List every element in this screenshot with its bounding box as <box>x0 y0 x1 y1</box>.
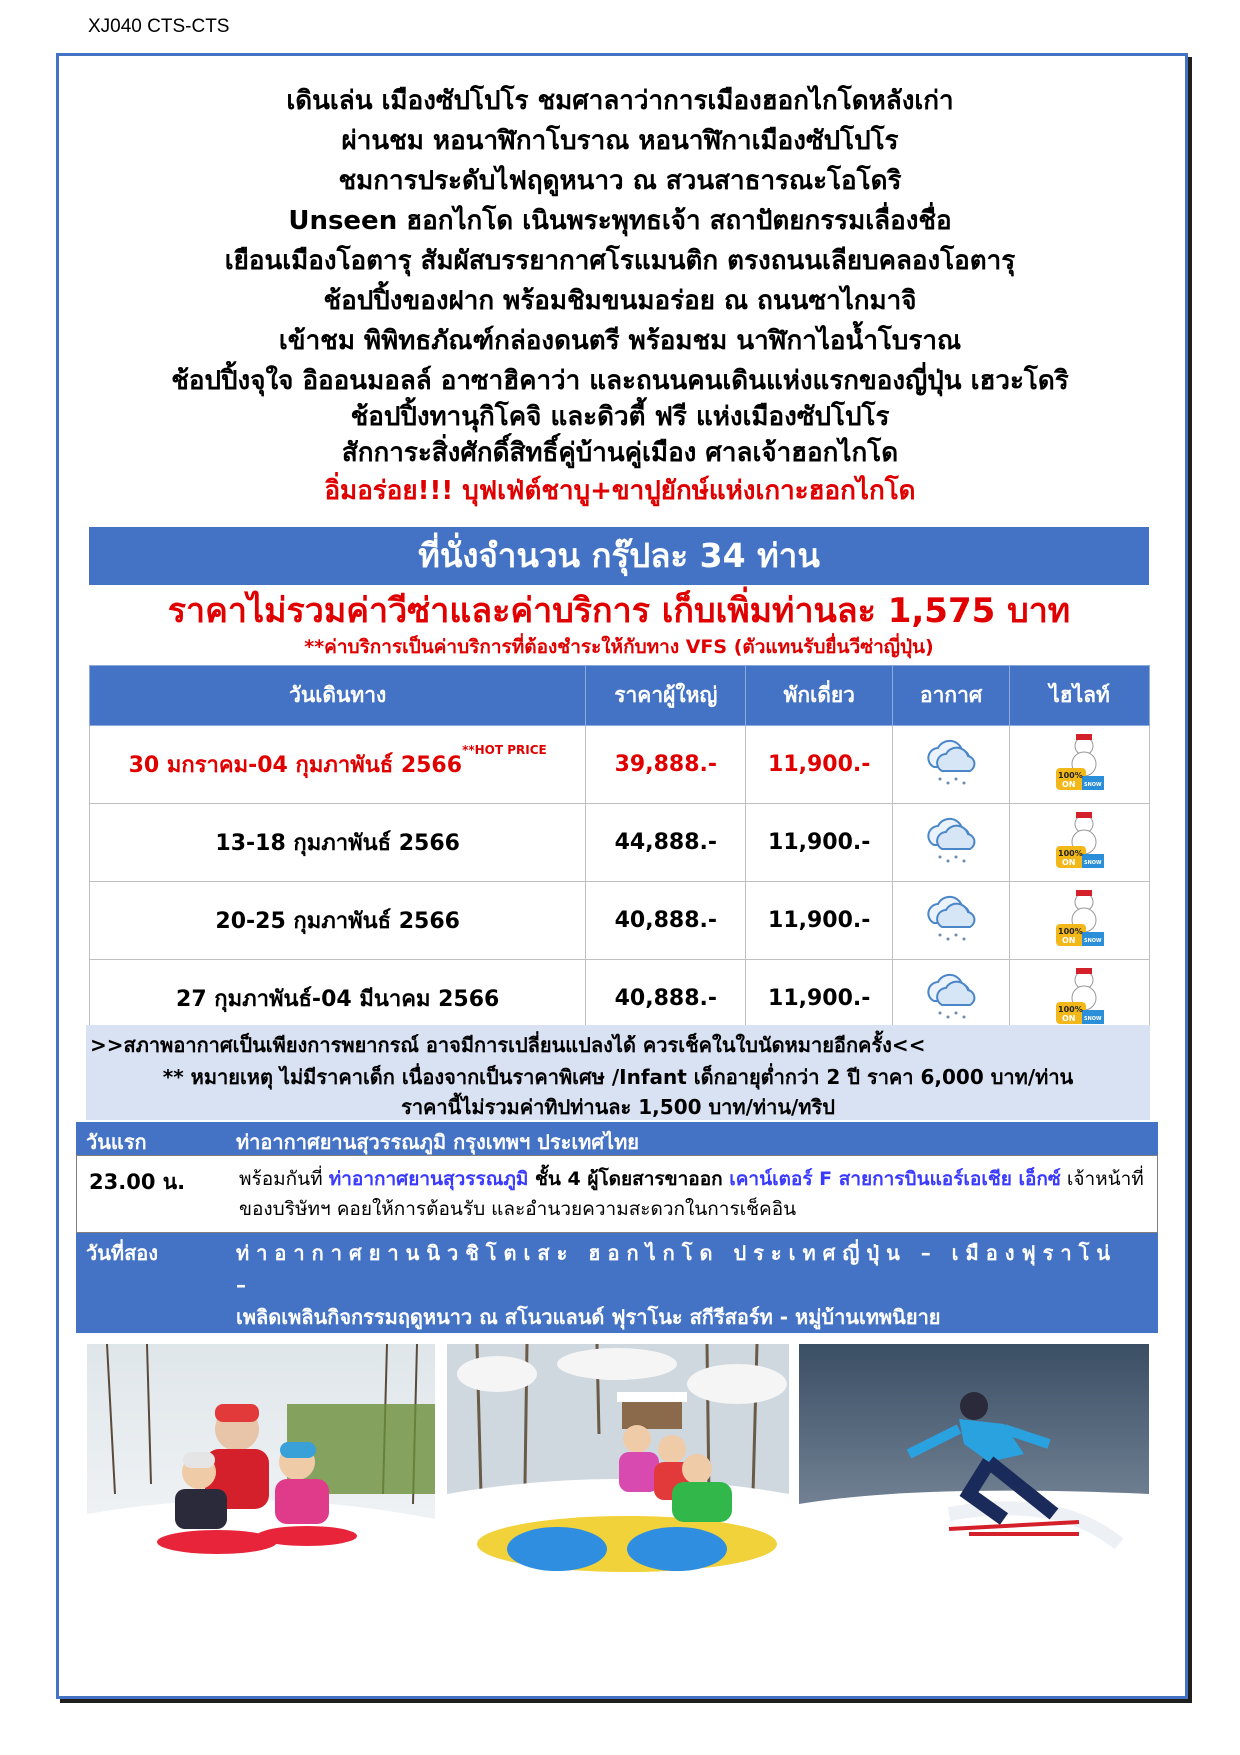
day1-desc-3: เจ้าหน้าที่ของบริษัทฯ คอยให้การต้อนรับ และอำนวยความสะดวกในการเช็คอิน <box>239 1168 1144 1220</box>
headline-buffet: อิ่มอร่อย!!! บุฟเฟ่ต์ชาบู+ขาปูยักษ์แห่งเกาะฮอกไกโด <box>324 476 916 506</box>
badge-snow: SNOW <box>1083 859 1102 866</box>
row-adult-price: 40,888.- <box>586 960 746 1038</box>
headline-3: ชมการประดับไฟฤดูหนาว ณ สวนสาธารณะโอโดริ <box>338 166 902 196</box>
date-text: 13-18 กุมภาพันธ์ 2566 <box>215 831 460 856</box>
badge-on: ON <box>1061 857 1076 867</box>
row-single: 11,900.- <box>746 960 893 1038</box>
day1-counter: เคาน์เตอร์ F สายการบินแอร์เอเชีย เอ็กซ์ <box>729 1168 1061 1190</box>
document-code: XJ040 CTS-CTS <box>88 16 230 37</box>
badge-on: ON <box>1061 935 1076 945</box>
hot-price-tag: **HOT PRICE <box>462 743 547 757</box>
badge-snow: SNOW <box>1083 937 1102 944</box>
header-weather: อากาศ <box>893 666 1010 726</box>
snowman-100-on-snow-icon <box>1054 966 1106 1026</box>
row-weather <box>893 804 1010 882</box>
row-date <box>90 726 586 804</box>
day1-row <box>76 1155 1158 1233</box>
snow-cloud-icon <box>920 893 982 943</box>
header-adult-price: ราคาผู้ใหญ่ <box>586 666 746 726</box>
row-highlight <box>1010 804 1150 882</box>
date-text: 27 กุมภาพันธ์-04 มีนาคม 2566 <box>176 987 500 1012</box>
row-single: 11,900.- <box>746 804 893 882</box>
day2-title-line2: เพลิดเพลินกิจกรรมฤดูหนาว ณ สโนวแลนด์ ฟุราโนะ สกีรีสอร์ท - หมู่บ้านเทพนิยาย <box>236 1305 941 1329</box>
day1-desc-2: ชั้น 4 ผู้โดยสารขาออก <box>528 1168 730 1190</box>
snowman-100-on-snow-icon <box>1054 732 1106 792</box>
badge-percent: 100% <box>1057 926 1083 936</box>
badge-percent: 100% <box>1057 1004 1083 1014</box>
tip-note: ราคานี้ไม่รวมค่าทิปท่านละ 1,500 บาท/ท่าน/ทริป <box>401 1095 835 1119</box>
badge-snow: SNOW <box>1083 781 1102 788</box>
row-weather <box>893 882 1010 960</box>
sledding-photo <box>87 1344 435 1576</box>
day1-airport: ท่าอากาศยานสุวรรณภูมิ <box>328 1168 529 1190</box>
snow-cloud-icon <box>920 815 982 865</box>
row-weather <box>893 726 1010 804</box>
badge-snow: SNOW <box>1083 1015 1102 1022</box>
row-single: 11,900.- <box>746 726 893 804</box>
snowman-100-on-snow-icon <box>1054 810 1106 870</box>
weather-note: >>สภาพอากาศเป็นเพียงการพยากรณ์ อาจมีการเปลี่ยนแปลงได้ ควรเช็คในใบนัดหมายอีกครั้ง<< <box>90 1033 926 1057</box>
row-single: 11,900.- <box>746 882 893 960</box>
table-row <box>90 882 1150 960</box>
table-row <box>90 804 1150 882</box>
badge-on: ON <box>1061 779 1076 789</box>
child-note: ** หมายเหตุ ไม่มีราคาเด็ก เนื่องจากเป็นราคาพิเศษ /Infant เด็กอายุต่ำกว่า 2 ปี ราคา 6,000 บาท/ท่าน <box>162 1065 1074 1089</box>
snow-cloud-icon <box>920 737 982 787</box>
visa-note: ราคาไม่รวมค่าวีซ่าและค่าบริการ เก็บเพิ่มท่านละ 1,575 บาท <box>167 591 1071 631</box>
row-adult-price: 40,888.- <box>586 882 746 960</box>
headline-4: Unseen ฮอกไกโด เนินพระพุทธเจ้า สถาปัตยกรรมเลื่องชื่อ <box>288 206 952 236</box>
headline-7: เข้าชม พิพิทธภัณฑ์กล่องดนตรี พร้อมชม นาฬิกาไอน้ำโบราณ <box>278 326 962 356</box>
table-header-row <box>90 666 1150 726</box>
table-row <box>90 726 1150 804</box>
date-text: 30 มกราคม-04 กุมภาพันธ์ 2566 <box>128 753 463 778</box>
notes-box <box>86 1025 1150 1120</box>
row-highlight <box>1010 726 1150 804</box>
row-highlight <box>1010 882 1150 960</box>
row-date <box>90 804 586 882</box>
headline-9: ช้อปปิ้งทานุกิโคจิ และดิวตี้ ฟรี แห่งเมืองซัปโปโร <box>350 402 890 432</box>
day2-title-line1: ท่าอากาศยานนิวชิโตเสะ ฮอกไกโด ประเทศญี่ปุ่น – เมืองฟุราโน่ – <box>236 1241 1118 1297</box>
badge-on: ON <box>1061 1013 1076 1023</box>
date-text: 20-25 กุมภาพันธ์ 2566 <box>215 909 460 934</box>
day2-label: วันที่สอง <box>86 1241 159 1265</box>
day1-title: ท่าอากาศยานสุวรรณภูมิ กรุงเทพฯ ประเทศไทย <box>236 1130 639 1154</box>
header-date: วันเดินทาง <box>90 666 586 726</box>
seats-banner: ที่นั่งจำนวน กรุ๊ปละ 34 ท่าน <box>89 527 1149 585</box>
headline-10: สักการะสิ่งศักดิ์สิทธิ์คู่บ้านคู่เมือง ศาลเจ้าฮอกไกโด <box>341 438 899 468</box>
header-single: พักเดี่ยว <box>746 666 893 726</box>
vfs-note: **ค่าบริการเป็นค่าบริการที่ต้องชำระให้กับทาง VFS (ตัวแทนรับยื่นวีซ่าญี่ปุ่น) <box>304 636 934 658</box>
row-adult-price: 39,888.- <box>586 726 746 804</box>
skier-photo <box>799 1344 1149 1576</box>
badge-percent: 100% <box>1057 770 1083 780</box>
departure-table <box>89 665 1150 1038</box>
day1-description <box>239 1164 1149 1224</box>
headline-2: ผ่านชม หอนาฬิกาโบราณ หอนาฬิกาเมืองซัปโปโร <box>341 126 899 156</box>
header-highlight: ไฮไลท์ <box>1010 666 1150 726</box>
headline-6: ช้อปปิ้งของฝาก พร้อมชิมขนมอร่อย ณ ถนนซาไกมาจิ <box>323 286 917 316</box>
headline-5: เยือนเมืองโอตารุ สัมผัสบรรยากาศโรแมนติก ตรงถนนเลียบคลองโอตารุ <box>224 246 1016 276</box>
day1-time: 23.00 น. <box>89 1170 186 1194</box>
snow-tube-photo <box>447 1344 789 1576</box>
day1-desc-1: พร้อมกันที่ <box>239 1168 329 1190</box>
day1-label: วันแรก <box>86 1130 147 1154</box>
row-adult-price: 44,888.- <box>586 804 746 882</box>
visa-price-note <box>89 588 1149 660</box>
snowman-100-on-snow-icon <box>1054 888 1106 948</box>
row-date <box>90 882 586 960</box>
badge-percent: 100% <box>1057 848 1083 858</box>
day2-header <box>76 1233 1158 1333</box>
day1-header <box>76 1122 1158 1156</box>
headline-1: เดินเล่น เมืองซัปโปโร ชมศาลาว่าการเมืองฮอกไกโดหลังเก่า <box>286 86 954 116</box>
headline-8: ช้อปปิ้งจุใจ อิออนมอลล์ อาซาฮิคาว่า และถนนคนเดินแห่งแรกของญี่ปุ่น เฮวะโดริ <box>171 366 1069 396</box>
snow-cloud-icon <box>920 971 982 1021</box>
